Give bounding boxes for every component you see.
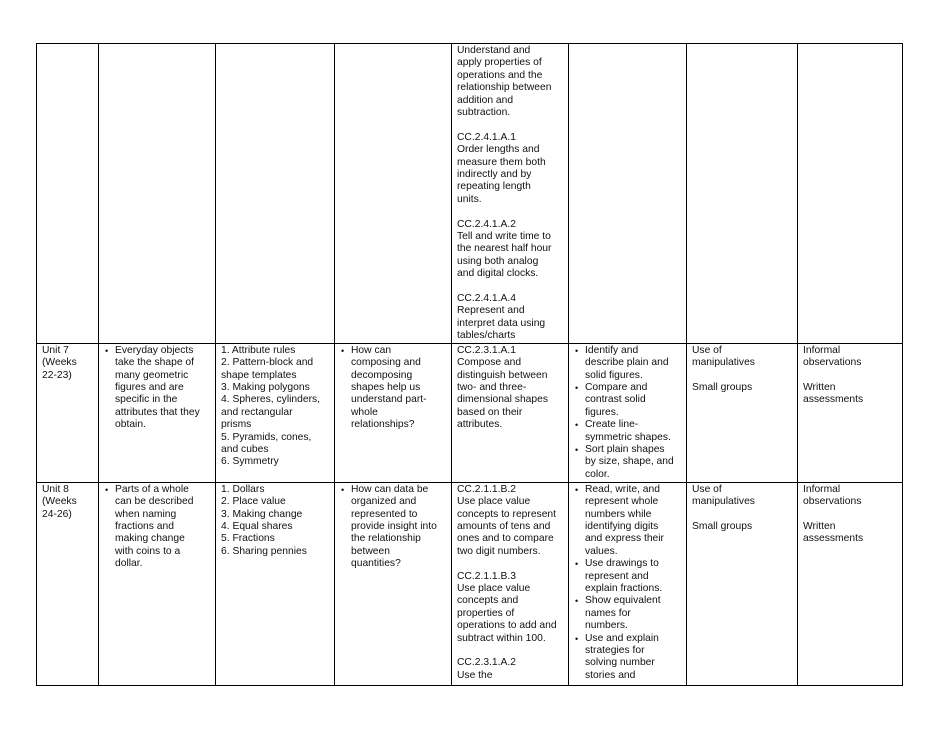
list-item: • Show equivalent names for numbers. — [585, 595, 681, 632]
objectives-cell — [569, 44, 687, 344]
standard-entry: CC.2.1.1.B.3 Use place value concepts and properties of operations to add and subtract within 100. — [457, 570, 557, 644]
lessons-cell: 1. Dollars 2. Place value 3. Making change 4. Equal shares 5. Fractions 6. Sharing pennies — [216, 482, 335, 685]
list-item: • Parts of a whole can be described when naming fractions and making change with coins to a dollar. — [115, 484, 210, 571]
list-item: • How can data be organized and represented to provide insight into the relationship between quantities? — [351, 484, 446, 571]
understandings-cell — [99, 482, 216, 685]
methods-cell — [687, 44, 798, 344]
standard-entry: CC.2.1.1.B.2 Use place value concepts to represent amounts of tens and ones and to compare two digit numbers. — [457, 483, 557, 557]
essential-questions-cell — [335, 482, 452, 685]
essential-questions-cell — [335, 44, 452, 344]
list-item: • Identify and describe plain and solid figures. — [585, 345, 681, 382]
curriculum-table — [36, 43, 903, 686]
lessons-cell: 1. Attribute rules 2. Pattern-block and shape templates 3. Making polygons 4. Spheres, cylinders, and rectangular prisms 5. Pyramids, cones, and cubes 6. Symmetry — [216, 343, 335, 482]
assessments-cell: Informal observations Written assessments — [798, 343, 903, 482]
objectives-cell — [569, 482, 687, 685]
standards-cell — [452, 44, 569, 344]
standard-entry: CC.2.4.1.A.1 Order lengths and measure them both indirectly and by repeating length units. — [457, 131, 546, 205]
standards-cell — [452, 482, 569, 685]
table-row — [37, 482, 903, 685]
list-item: • Read, write, and represent whole numbers while identifying digits and express their values. — [585, 484, 681, 558]
list-item: • Create line- symmetric shapes. — [585, 419, 681, 444]
standard-entry: CC.2.3.1.A.2 Use the — [457, 657, 516, 681]
table-row — [37, 44, 903, 344]
list-item: • How can composing and decomposing shapes help us understand part- whole relationships? — [351, 345, 446, 432]
standard-entry: CC.2.3.1.A.1 Compose and distinguish between two- and three- dimensional shapes based on their attributes. — [457, 344, 549, 431]
essential-questions-cell — [335, 343, 452, 482]
unit-cell: Unit 8 (Weeks 24-26) — [37, 482, 99, 685]
table-row — [37, 343, 903, 482]
understandings-cell — [99, 44, 216, 344]
understandings-cell — [99, 343, 216, 482]
list-item: • Everyday objects take the shape of many geometric figures and are specific in the attributes that they obtain. — [115, 345, 210, 432]
assessments-cell — [798, 44, 903, 344]
unit-cell — [37, 44, 99, 344]
assessments-cell: Informal observations Written assessments — [798, 482, 903, 685]
methods-cell: Use of manipulatives Small groups — [687, 343, 798, 482]
list-item: • Sort plain shapes by size, shape, and color. — [585, 444, 681, 481]
standards-cell — [452, 343, 569, 482]
objectives-cell — [569, 343, 687, 482]
unit-cell: Unit 7 (Weeks 22-23) — [37, 343, 99, 482]
lessons-cell — [216, 44, 335, 344]
standard-entry: Understand and apply properties of operations and the relationship between addition and subtraction. — [457, 45, 552, 119]
list-item: • Use and explain strategies for solving number stories and — [585, 633, 681, 683]
list-item: • Use drawings to represent and explain fractions. — [585, 558, 681, 595]
standard-entry: CC.2.4.1.A.4 Represent and interpret data using tables/charts — [457, 293, 546, 342]
list-item: • Compare and contrast solid figures. — [585, 382, 681, 419]
standard-entry: CC.2.4.1.A.2 Tell and write time to the nearest half hour using both analog and digital clocks. — [457, 218, 552, 280]
methods-cell: Use of manipulatives Small groups — [687, 482, 798, 685]
